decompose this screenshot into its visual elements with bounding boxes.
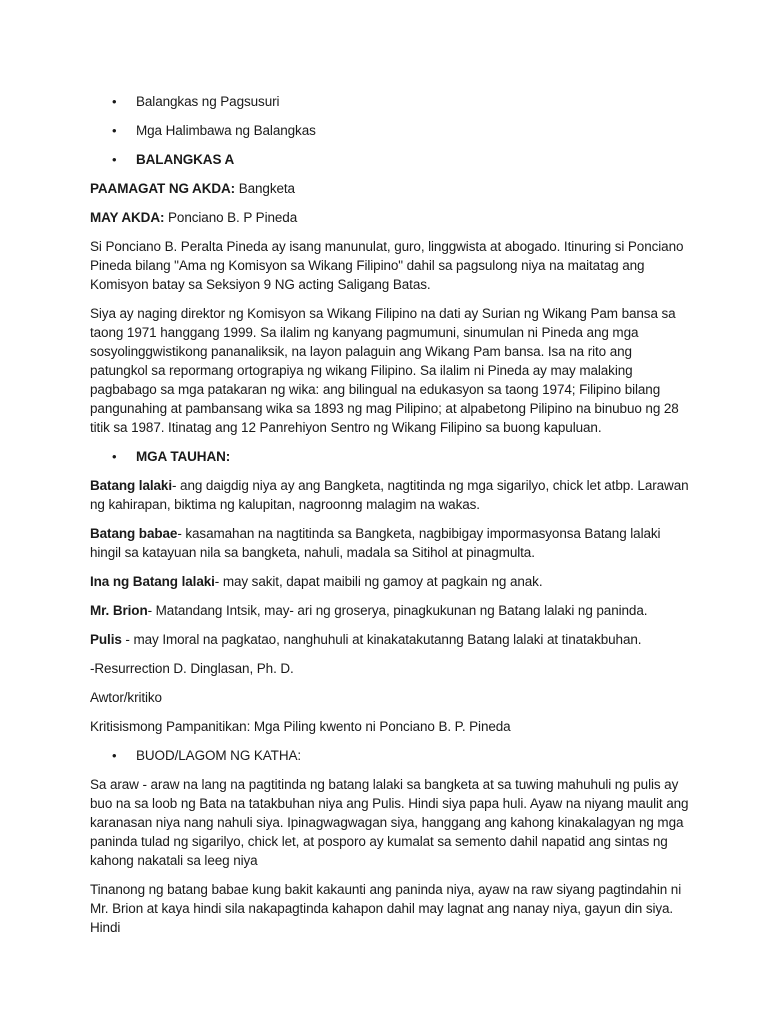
- kritiko-source: [90, 717, 690, 736]
- tauhan-item: [90, 524, 690, 562]
- tauhan-desc: - may Imoral na pagkatao, nanghuhuli at kinakatakutanng Batang lalaki at tinatakbuhan.: [121, 632, 642, 647]
- tauhan-name: Batang lalaki: [90, 478, 172, 493]
- may-akda-value: Ponciano B. P Pineda: [164, 210, 298, 225]
- tauhan-item: [90, 572, 690, 591]
- kritiko-name: -Resurrection D. Dinglasan, Ph. D.: [90, 661, 294, 676]
- bullet-dot-icon: •: [112, 152, 117, 167]
- bullet-item: [90, 150, 690, 169]
- tauhan-desc: - kasamahan na nagtitinda sa Bangketa, nagbibigay impormasyonsa Batang lalaki hingil sa katayuan nila sa bangketa, nahuli, madala sa Sitihol at pinagmulta.: [90, 526, 661, 560]
- may-akda-line: [90, 208, 690, 227]
- tauhan-item: [90, 630, 690, 649]
- bullet-text-mga-halimbawa: Mga Halimbawa ng Balangkas: [136, 123, 316, 138]
- tauhan-name: Batang babae: [90, 526, 178, 541]
- bullet-text-balangkas-a: BALANGKAS A: [136, 152, 235, 167]
- tauhan-desc: - ang daigdig niya ay ang Bangketa, nagtitinda ng mga sigarilyo, chick let atbp. Larawan ng kahirapan, biktima ng kalupitan, nagroonng malagim na wakas.: [90, 478, 689, 512]
- tauhan-desc: - may sakit, dapat maibili ng gamoy at pagkain ng anak.: [214, 574, 543, 589]
- may-akda-label: MAY AKDA:: [90, 210, 165, 225]
- bullet-text-mga-tauhan: MGA TAUHAN:: [136, 449, 231, 464]
- kritiko-source-label: Kritisismong Pampanitikan:: [90, 719, 251, 734]
- tauhan-desc: - Matandang Intsik, may- ari ng groserya, pinagkukunan ng Batang lalaki ng paninda.: [147, 603, 648, 618]
- bullet-dot-icon: •: [112, 123, 117, 138]
- tauhan-item: [90, 601, 690, 620]
- bullet-dot-icon: •: [112, 748, 117, 763]
- tauhan-name: Pulis: [90, 632, 122, 647]
- paragraph-buod-2: Tinanong ng batang babae kung bakit kakaunti ang paninda niya, ayaw na raw siyang pagtindahin ni Mr. Brion at kaya hindi sila nakapagtinda kahapon dahil may lagnat ang nanay niya, gayun din siya. Hindi: [90, 882, 682, 935]
- bullet-dot-icon: •: [112, 449, 117, 464]
- pamagat-line: [90, 179, 690, 198]
- bullet-item: [90, 92, 690, 111]
- kritiko-source-value: Mga Piling kwento ni Ponciano B. P. Pineda: [250, 719, 511, 734]
- bullet-text-buod: BUOD/LAGOM NG KATHA:: [136, 748, 302, 763]
- paragraph-author-intro: Si Ponciano B. Peralta Pineda ay isang manunulat, guro, linggwista at abogado. Itinuring si Ponciano Pineda bilang "Ama ng Komisyon sa Wikang Filipino" dahil sa pagsulong niya na maitatag ang Komisyon batay sa Seksiyon 9 NG acting Saligang Batas.: [90, 239, 684, 292]
- pamagat-value: Bangketa: [235, 181, 295, 196]
- bullet-dot-icon: •: [112, 94, 117, 109]
- tauhan-name: Mr. Brion: [90, 603, 148, 618]
- paragraph-buod-1: Sa araw - araw na lang na pagtitinda ng batang lalaki sa bangketa at sa tuwing mahuhuli ng pulis ay buo na sa loob ng Bata na tatakbuhan niya ang Pulis. Hindi siya papa huli. Ayaw na niyang maulit ang karanasan niya nang nahuli siya. Ipinagwagwagan siya, hanggang ang kahong kinakalagyan ng mga paninda tulad ng sigarilyo, chick let, at posporo ay kumalat sa semento dahil napatid ang sintas ng kahong nakatali sa leeg niya: [90, 777, 689, 868]
- kritiko-role: Awtor/kritiko: [90, 690, 162, 705]
- paragraph-author-career: Siya ay naging direktor ng Komisyon sa Wikang Filipino na dati ay Surian ng Wikang Pam bansa sa taong 1971 hanggang 1999. Sa ilalim ng kanyang pagmumuni, sinumulan ni Pineda ang mga sosyolinggwistikong pananaliksik, na layon palaguin ang Wikang Pam bansa. Isa na rito ang patungkol sa repormang ortograpiya ng wikang Filipino. Sa ilalim ni Pineda ay may malaking pagbabago sa mga patakaran ng wika: ang bilingual na edukasyon sa taong 1974; Filipino bilang pangunahing at pambansang wika sa 1893 ng mag Pilipino; at alpabetong Pilipino na binubuo ng 28 titik sa 1987. Itinatag ang 12 Panrehiyon Sentro ng Wikang Filipino sa buong kapuluan.: [90, 306, 679, 435]
- bullet-item: [90, 447, 690, 466]
- tauhan-item: [90, 476, 690, 514]
- pamagat-label: PAAMAGAT NG AKDA:: [90, 181, 236, 196]
- tauhan-name: Ina ng Batang lalaki: [90, 574, 215, 589]
- bullet-item: [90, 121, 690, 140]
- bullet-text-balangkas-ng-pagsusuri: Balangkas ng Pagsusuri: [136, 94, 280, 109]
- bullet-item: [90, 746, 690, 765]
- document-body: [90, 92, 690, 947]
